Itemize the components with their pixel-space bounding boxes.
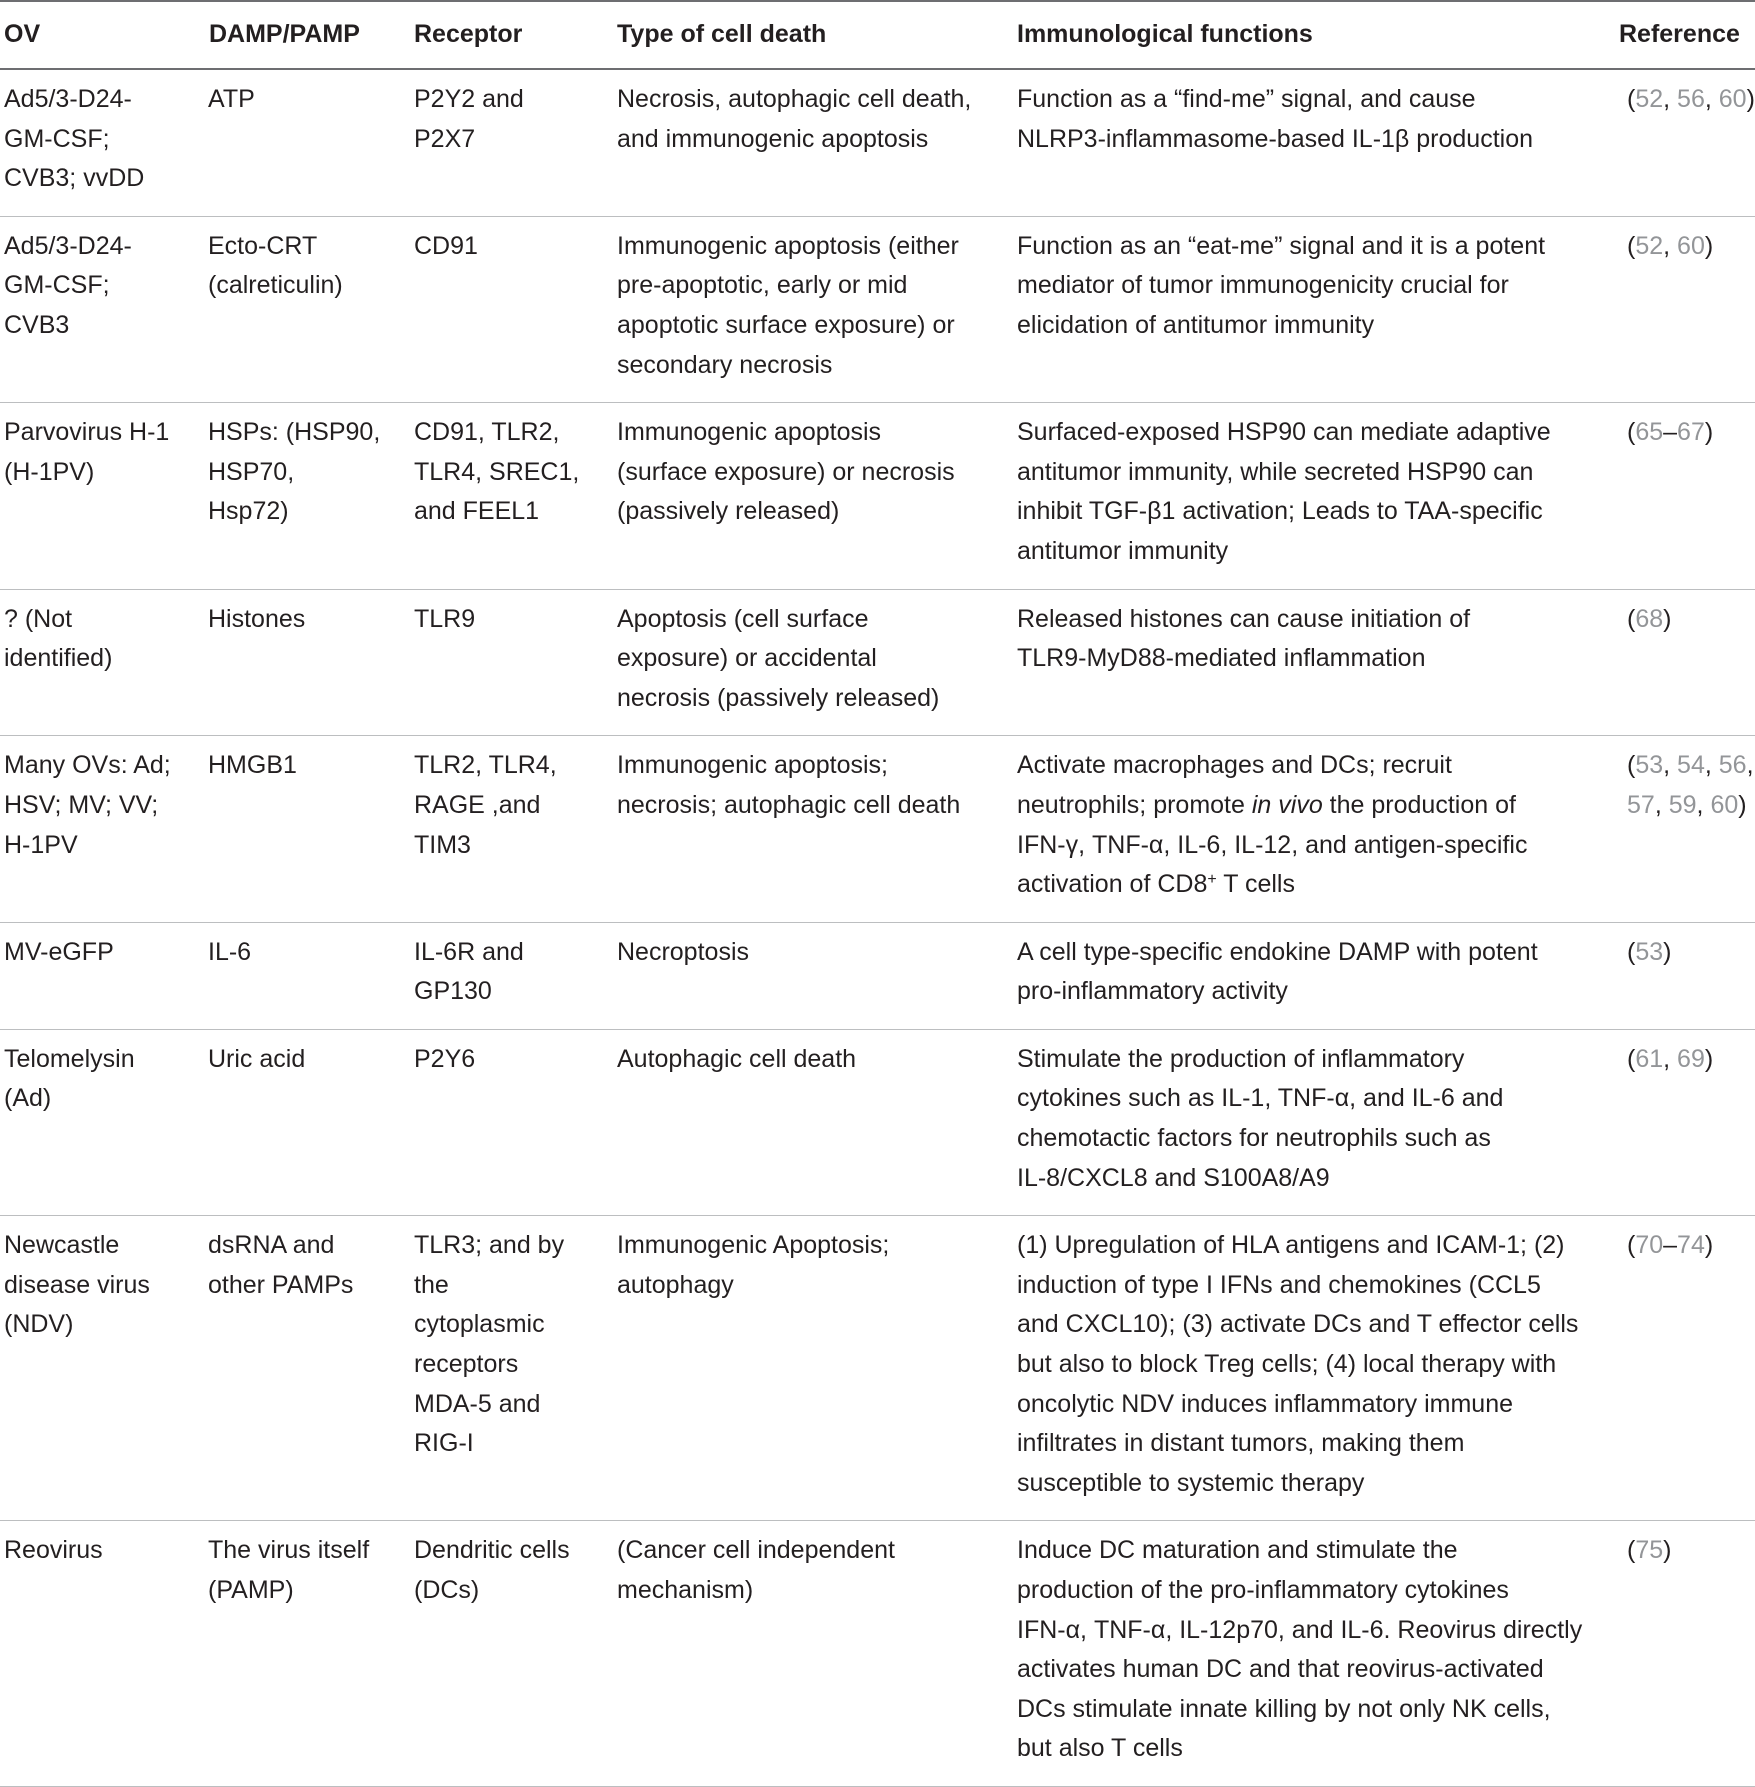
table-row	[0, 1521, 1755, 1787]
reference-line	[1627, 1226, 1755, 1266]
cell-line: (Ad)	[4, 1084, 52, 1113]
cell-cell-death	[613, 403, 1013, 589]
reference-link[interactable]: 60	[1718, 85, 1747, 113]
reference-link[interactable]: 56	[1718, 751, 1747, 780]
cell-line: ? (Not	[4, 604, 73, 633]
cell-line: chemotactic factors for neutrophils such as	[1017, 1124, 1491, 1153]
reference-close-paren: )	[1663, 604, 1672, 633]
reference-line	[1627, 746, 1755, 786]
header-cell-death: Type of cell death	[613, 1, 1013, 69]
cell-line: antitumor immunity, while secreted HSP90 can	[1017, 457, 1534, 486]
cell-line: Immunogenic apoptosis	[617, 418, 882, 447]
cell-immunological-functions	[1013, 69, 1615, 216]
cell-line: (1) Upregulation of HLA antigens and ICAM-1; (2)	[1017, 1231, 1565, 1260]
cell-line: HSPs: (HSP90,	[208, 418, 381, 447]
cell-line: (PAMP)	[208, 1576, 294, 1604]
cell-line: IL-6	[208, 937, 252, 966]
table-row	[0, 1216, 1755, 1521]
cell-line: (surface exposure) or necrosis	[617, 457, 955, 486]
reference-separator: ,	[1663, 1044, 1678, 1073]
reference-close-paren: )	[1746, 85, 1755, 113]
cell-line: and CXCL10); (3) activate DCs and T effector cells	[1017, 1310, 1579, 1339]
cell-damp-pamp	[205, 403, 410, 589]
cell-immunological-functions	[1013, 1521, 1615, 1787]
reference-line	[1627, 600, 1755, 640]
cell-cell-death	[613, 922, 1013, 1029]
cell-line: Surfaced-exposed HSP90 can mediate adaptive	[1017, 418, 1551, 447]
header-immunological-functions: Immunological functions	[1013, 1, 1615, 69]
cell-line: P2X7	[414, 124, 476, 153]
cell-reference	[1615, 736, 1755, 922]
cell-line: exposure) or accidental	[617, 644, 877, 673]
cell-line: cytokines such as IL-1, TNF-α, and IL-6 and	[1017, 1084, 1504, 1113]
table-row	[0, 922, 1755, 1029]
cell-immunological-functions	[1013, 736, 1615, 922]
cell-line: but also to block Treg cells; (4) local therapy with	[1017, 1350, 1557, 1379]
cell-damp-pamp	[205, 69, 410, 216]
cell-cell-death	[613, 736, 1013, 922]
reference-separator: ,	[1663, 85, 1678, 113]
cell-receptor	[410, 216, 613, 402]
cell-ov	[0, 1029, 205, 1215]
cell-line: HSP70,	[208, 457, 295, 486]
reference-open-paren: (	[1627, 1536, 1636, 1565]
cell-line: (H-1PV)	[4, 457, 95, 486]
cell-immunological-functions	[1013, 1216, 1615, 1521]
cell-line: other PAMPs	[208, 1270, 354, 1299]
cell-cell-death	[613, 69, 1013, 216]
reference-line	[1627, 80, 1755, 120]
cell-line: (DCs)	[414, 1576, 480, 1604]
reference-link[interactable]: 67	[1677, 418, 1705, 447]
cell-line: Immunogenic apoptosis (either	[617, 231, 959, 260]
cell-line: apoptotic surface exposure) or	[617, 310, 955, 339]
cell-damp-pamp	[205, 589, 410, 736]
cell-reference	[1615, 1521, 1755, 1787]
cell-immunological-functions	[1013, 403, 1615, 589]
cell-cell-death	[613, 216, 1013, 402]
cell-line: pre-apoptotic, early or mid	[617, 271, 908, 300]
reference-close-paren: )	[1704, 231, 1714, 260]
cell-damp-pamp	[205, 1521, 410, 1787]
table-header	[0, 1, 1755, 69]
reference-separator: ,	[1663, 751, 1678, 780]
cell-line: Reovirus	[4, 1536, 103, 1565]
cell-damp-pamp	[205, 736, 410, 922]
cell-line: A cell type-specific endokine DAMP with potent	[1017, 937, 1538, 966]
cell-immunological-functions	[1013, 216, 1615, 402]
cell-line: but also T cells	[1017, 1734, 1183, 1763]
cell-line: (NDV)	[4, 1310, 74, 1339]
reference-separator: ,	[1704, 85, 1719, 113]
cell-receptor	[410, 589, 613, 736]
reference-link[interactable]: 75	[1635, 1536, 1664, 1565]
reference-line	[1627, 227, 1755, 267]
cell-line: P2Y6	[414, 1044, 476, 1073]
reference-link[interactable]: 65	[1635, 418, 1664, 447]
cell-damp-pamp	[205, 1216, 410, 1521]
cell-ov	[0, 922, 205, 1029]
reference-link[interactable]: 53	[1635, 751, 1664, 780]
cell-line: the	[414, 1270, 449, 1299]
cell-cell-death	[613, 1029, 1013, 1215]
cell-line: secondary necrosis	[617, 350, 833, 379]
cell-line: identified)	[4, 644, 113, 673]
reference-open-paren: (	[1627, 231, 1636, 260]
cell-reference	[1615, 403, 1755, 589]
cell-ov	[0, 216, 205, 402]
cell-line: Histones	[208, 604, 306, 633]
cell-cell-death	[613, 1521, 1013, 1787]
cell-reference	[1615, 589, 1755, 736]
cell-ov	[0, 589, 205, 736]
reference-open-paren: (	[1627, 604, 1636, 633]
cell-line: (calreticulin)	[208, 271, 343, 300]
cell-line: Activate macrophages and DCs; recruit	[1017, 751, 1452, 780]
reference-line	[1627, 933, 1755, 973]
reference-link[interactable]: 57	[1627, 790, 1655, 819]
header-ov: OV	[0, 1, 205, 69]
table-body	[0, 69, 1755, 1786]
cell-line: and immunogenic apoptosis	[617, 124, 929, 153]
reference-link[interactable]: 54	[1677, 751, 1705, 780]
cell-line: activates human DC and that reovirus-activated	[1017, 1655, 1544, 1684]
cell-line: ATP	[208, 85, 255, 113]
cell-immunological-functions	[1013, 589, 1615, 736]
cell-line: (Cancer cell independent	[617, 1536, 895, 1565]
cell-reference	[1615, 1216, 1755, 1521]
cell-line: CVB3	[4, 310, 70, 339]
cell-reference	[1615, 922, 1755, 1029]
reference-separator: ,	[1654, 790, 1669, 819]
reference-line	[1627, 1040, 1755, 1080]
reference-link[interactable]: 60	[1710, 790, 1739, 819]
cell-receptor	[410, 1521, 613, 1787]
cell-damp-pamp	[205, 216, 410, 402]
cell-line: mediator of tumor immunogenicity crucial for	[1017, 271, 1509, 300]
cell-line: HMGB1	[208, 751, 297, 780]
cell-line: GM-CSF;	[4, 124, 110, 153]
cell-ov	[0, 1521, 205, 1787]
reference-close-paren: )	[1704, 1044, 1714, 1073]
reference-link[interactable]: 70	[1635, 1231, 1664, 1260]
reference-close-paren: )	[1704, 418, 1714, 447]
header-receptor: Receptor	[410, 1, 613, 69]
header-reference: Reference	[1615, 1, 1755, 69]
reference-open-paren: (	[1627, 418, 1636, 447]
reference-close-paren: )	[1738, 790, 1747, 819]
reference-link[interactable]: 59	[1668, 790, 1697, 819]
cell-line: RAGE ,and	[414, 790, 541, 819]
cell-line: Ad5/3-D24-	[4, 85, 132, 113]
table-row	[0, 69, 1755, 216]
reference-link[interactable]: 61	[1635, 1044, 1664, 1073]
cell-immunological-functions	[1013, 922, 1615, 1029]
cell-receptor	[410, 69, 613, 216]
cell-line: Newcastle	[4, 1231, 120, 1260]
cell-ov	[0, 69, 205, 216]
cell-line: Parvovirus H-1	[4, 418, 170, 447]
cell-reference	[1615, 1029, 1755, 1215]
cell-line: IL-8/CXCL8 and S100A8/A9	[1017, 1163, 1330, 1192]
cell-line: production of the pro-inflammatory cytokines	[1017, 1576, 1509, 1604]
cell-line: disease virus	[4, 1270, 150, 1299]
reference-line	[1627, 413, 1755, 453]
cell-line: The virus itself	[208, 1536, 370, 1565]
cell-cell-death	[613, 1216, 1013, 1521]
cell-line: Many OVs: Ad;	[4, 751, 171, 780]
reference-line	[1627, 1531, 1755, 1571]
table-row	[0, 1029, 1755, 1215]
cell-line: elicidation of antitumor immunity	[1017, 310, 1375, 339]
cell-line: CD91	[414, 231, 478, 260]
cell-line: Apoptosis (cell surface	[617, 604, 869, 633]
cell-line: Necroptosis	[617, 937, 749, 966]
cell-line: Function as a “find-me” signal, and cause	[1017, 85, 1476, 113]
cell-line: activation of CD8+ T cells	[1017, 870, 1295, 899]
cell-line: DCs stimulate innate killing by not only NK cells,	[1017, 1694, 1551, 1723]
cell-line: Hsp72)	[208, 497, 289, 526]
cell-line: Ecto-CRT	[208, 231, 318, 260]
reference-separator: ,	[1704, 751, 1719, 780]
reference-link[interactable]: 56	[1677, 85, 1705, 113]
cell-line: CVB3; vvDD	[4, 164, 145, 193]
cell-line: Necrosis, autophagic cell death,	[617, 85, 972, 113]
cell-line: autophagy	[617, 1270, 734, 1299]
reference-close-paren: )	[1663, 937, 1672, 966]
cell-line: TLR4, SREC1,	[414, 457, 580, 486]
cell-receptor	[410, 403, 613, 589]
cell-line: inhibit TGF-β1 activation; Leads to TAA-specific	[1017, 497, 1543, 526]
header-damp-pamp: DAMP/PAMP	[205, 1, 410, 69]
reference-link[interactable]: 52	[1635, 231, 1664, 260]
cell-reference	[1615, 69, 1755, 216]
reference-separator: ,	[1746, 751, 1754, 780]
cell-line: RIG-I	[414, 1429, 474, 1458]
reference-link[interactable]: 52	[1635, 85, 1664, 113]
reference-open-paren: (	[1627, 1044, 1636, 1073]
header-row	[0, 1, 1755, 69]
reference-link[interactable]: 69	[1677, 1044, 1705, 1073]
reference-open-paren: (	[1627, 85, 1636, 113]
cell-line: Stimulate the production of inflammatory	[1017, 1044, 1465, 1073]
cell-line: TLR3; and by	[414, 1231, 565, 1260]
cell-receptor	[410, 1029, 613, 1215]
cell-line: Immunogenic Apoptosis;	[617, 1231, 890, 1260]
cell-line: infiltrates in distant tumors, making them	[1017, 1429, 1465, 1458]
cell-line: TLR9	[414, 604, 476, 633]
cell-line: HSV; MV; VV;	[4, 790, 159, 819]
cell-line: neutrophils; promote in vivo the production of	[1017, 790, 1516, 819]
reference-line	[1627, 786, 1755, 826]
cell-line: TIM3	[414, 830, 471, 859]
reference-link[interactable]: 53	[1635, 937, 1664, 966]
cell-cell-death	[613, 589, 1013, 736]
reference-separator: –	[1663, 1231, 1678, 1260]
cell-line: necrosis (passively released)	[617, 683, 940, 712]
table-row	[0, 216, 1755, 402]
cell-line: TLR9-MyD88-mediated inflammation	[1017, 644, 1426, 673]
cell-line: pro-inflammatory activity	[1017, 977, 1288, 1006]
cell-line: Function as an “eat-me” signal and it is a potent	[1017, 231, 1546, 260]
reference-link[interactable]: 60	[1677, 231, 1705, 260]
cell-ov	[0, 403, 205, 589]
cell-line: Ad5/3-D24-	[4, 231, 132, 260]
cell-line: IL-6R and	[414, 937, 524, 966]
cell-line: GP130	[414, 977, 492, 1006]
cell-line: susceptible to systemic therapy	[1017, 1468, 1365, 1497]
cell-line: necrosis; autophagic cell death	[617, 790, 961, 819]
cell-line: antitumor immunity	[1017, 536, 1229, 565]
cell-line: MV-eGFP	[4, 937, 114, 966]
cell-ov	[0, 736, 205, 922]
table-row	[0, 589, 1755, 736]
cell-receptor	[410, 736, 613, 922]
cell-reference	[1615, 216, 1755, 402]
cell-line: Autophagic cell death	[617, 1044, 857, 1073]
reference-open-paren: (	[1627, 751, 1636, 780]
reference-close-paren: )	[1704, 1231, 1714, 1260]
cell-line: IFN-α, TNF-α, IL-12p70, and IL-6. Reovirus directly	[1017, 1615, 1583, 1644]
cell-immunological-functions	[1013, 1029, 1615, 1215]
cell-line: oncolytic NDV induces inflammatory immune	[1017, 1389, 1514, 1418]
cell-ov	[0, 1216, 205, 1521]
reference-open-paren: (	[1627, 937, 1636, 966]
cell-line: TLR2, TLR4,	[414, 751, 557, 780]
cell-line: Induce DC maturation and stimulate the	[1017, 1536, 1458, 1565]
cell-damp-pamp	[205, 1029, 410, 1215]
cell-line: GM-CSF;	[4, 271, 110, 300]
cell-line: receptors	[414, 1350, 519, 1379]
cell-line: mechanism)	[617, 1576, 754, 1604]
cell-receptor	[410, 922, 613, 1029]
cell-line: Telomelysin	[4, 1044, 135, 1073]
cell-line: cytoplasmic	[414, 1310, 545, 1339]
cell-line: and FEEL1	[414, 497, 540, 526]
cell-line: H-1PV	[4, 830, 78, 859]
cell-line: Uric acid	[208, 1044, 306, 1073]
cell-receptor	[410, 1216, 613, 1521]
cell-line: P2Y2 and	[414, 85, 524, 113]
cell-line: Dendritic cells	[414, 1536, 570, 1565]
reference-separator: –	[1663, 418, 1678, 447]
cell-line: IFN-γ, TNF-α, IL-6, IL-12, and antigen-specific	[1017, 830, 1528, 859]
cell-damp-pamp	[205, 922, 410, 1029]
cell-line: MDA-5 and	[414, 1389, 541, 1418]
reference-close-paren: )	[1663, 1536, 1672, 1565]
reference-link[interactable]: 74	[1677, 1231, 1705, 1260]
cell-line: (passively released)	[617, 497, 840, 526]
table-row	[0, 403, 1755, 589]
reference-open-paren: (	[1627, 1231, 1636, 1260]
cell-line: Immunogenic apoptosis;	[617, 751, 888, 780]
reference-link[interactable]: 68	[1635, 604, 1664, 633]
cell-line: CD91, TLR2,	[414, 418, 560, 447]
cell-line: induction of type I IFNs and chemokines (CCL5	[1017, 1270, 1541, 1299]
cell-line: dsRNA and	[208, 1231, 335, 1260]
cell-line: Released histones can cause initiation of	[1017, 604, 1471, 633]
cell-line: NLRP3-inflammasome-based IL-1β production	[1017, 124, 1534, 153]
reference-separator: ,	[1663, 231, 1678, 260]
table-row	[0, 736, 1755, 922]
reference-separator: ,	[1696, 790, 1711, 819]
